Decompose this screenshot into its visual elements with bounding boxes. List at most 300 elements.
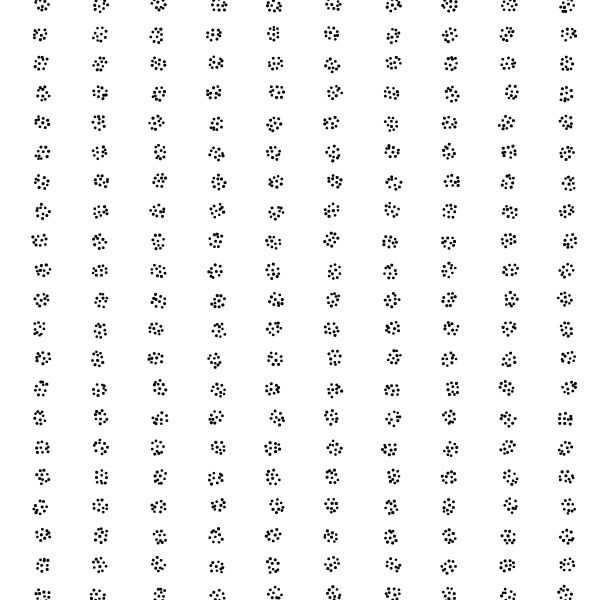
dot (158, 353, 161, 356)
dot (276, 67, 279, 70)
dot (447, 262, 450, 265)
dot (328, 270, 331, 273)
dot (561, 503, 564, 506)
dot (222, 592, 225, 595)
dot (98, 5, 101, 8)
dot (265, 385, 268, 388)
dot (38, 477, 41, 480)
dot (442, 569, 445, 572)
dot (392, 292, 395, 295)
dot (273, 117, 276, 120)
dot (46, 564, 49, 567)
dot-cluster (151, 57, 167, 71)
dot-cluster (559, 204, 574, 218)
dot (388, 421, 391, 424)
dot (387, 295, 390, 298)
dot (337, 295, 340, 298)
dot-cluster (35, 528, 51, 542)
dot (281, 416, 284, 419)
dot (155, 98, 158, 101)
dot (272, 39, 275, 42)
dot (213, 205, 216, 208)
dot (395, 56, 398, 59)
dot (44, 29, 47, 32)
dot-cluster (560, 86, 574, 102)
dot-cluster (442, 27, 458, 43)
dot (102, 392, 105, 395)
dot (274, 442, 277, 445)
dot (331, 126, 334, 129)
dot (570, 0, 573, 2)
dot (389, 202, 392, 205)
dot (270, 85, 273, 88)
dot-cluster (90, 589, 106, 600)
dot (399, 4, 402, 7)
dot (276, 85, 279, 88)
dot (328, 205, 331, 208)
dot (100, 498, 103, 501)
dot (96, 39, 99, 42)
dot-cluster (35, 469, 50, 485)
dot-cluster (211, 174, 226, 191)
dot (327, 322, 330, 325)
dot (572, 564, 575, 567)
dot (499, 386, 502, 389)
dot (391, 151, 394, 154)
dot (46, 294, 49, 297)
dot (217, 236, 220, 239)
dot (36, 95, 39, 98)
dot-cluster (208, 146, 224, 161)
dot (279, 122, 282, 125)
dot (213, 118, 216, 121)
dot (154, 480, 157, 483)
dot (269, 322, 272, 325)
dot (338, 266, 341, 269)
dot (569, 415, 572, 418)
dot (37, 321, 40, 324)
dot (214, 536, 217, 539)
dot (212, 477, 215, 480)
dot-cluster (33, 28, 47, 41)
dot (94, 116, 97, 119)
dot (104, 389, 107, 392)
dot (219, 203, 222, 206)
dot (33, 33, 36, 36)
dot (99, 422, 102, 425)
dot (324, 208, 327, 211)
dot (394, 302, 397, 305)
dot (328, 596, 331, 599)
dot (513, 593, 516, 596)
dot (450, 296, 453, 299)
dot (270, 382, 273, 385)
dot (338, 451, 341, 454)
dot-cluster (211, 383, 226, 398)
dot (444, 126, 447, 129)
dot (566, 60, 569, 63)
dot (384, 209, 387, 212)
dot (389, 57, 392, 60)
dot-cluster (33, 410, 46, 425)
dot (569, 116, 572, 119)
dot (444, 62, 447, 65)
dot (387, 144, 390, 147)
dot (152, 416, 155, 419)
dot (502, 154, 505, 157)
dot-cluster (386, 0, 402, 12)
dot (514, 272, 517, 275)
dot (389, 480, 392, 483)
dot (391, 478, 394, 481)
dot (98, 412, 101, 415)
dot (570, 147, 573, 150)
dot (210, 361, 213, 364)
dot (452, 506, 455, 509)
dot (562, 531, 565, 534)
dot (105, 534, 108, 537)
dot (210, 149, 213, 152)
dot (453, 443, 456, 446)
dot (43, 234, 46, 237)
dot (503, 331, 506, 334)
dot (563, 563, 566, 566)
dot (452, 560, 455, 563)
dot (271, 89, 274, 92)
dot-cluster (559, 0, 575, 13)
dot (560, 588, 563, 591)
dot (207, 357, 210, 360)
dot (500, 594, 503, 597)
dot (445, 418, 448, 421)
dot (106, 180, 109, 183)
dot (562, 453, 565, 456)
dot (156, 530, 159, 533)
dot (506, 127, 509, 130)
dot-cluster (212, 323, 227, 338)
dot (162, 180, 165, 183)
dot (385, 418, 388, 421)
dot (153, 505, 156, 508)
dot (102, 7, 105, 10)
dot (563, 205, 566, 208)
dot (278, 57, 281, 60)
dot (509, 564, 512, 567)
dot (223, 393, 226, 396)
dot (270, 295, 273, 298)
dot (102, 507, 105, 510)
dot-cluster (559, 115, 573, 130)
dot (43, 176, 46, 179)
dot (45, 383, 48, 386)
dot (330, 3, 333, 6)
dot (269, 37, 272, 40)
dot (448, 143, 451, 146)
dot (95, 325, 98, 328)
dot (36, 422, 39, 425)
dot (502, 212, 505, 215)
dot (42, 414, 45, 417)
dot (210, 271, 213, 274)
dot (280, 86, 283, 89)
dot (160, 68, 163, 71)
dot (48, 95, 51, 98)
dot (218, 533, 221, 536)
dot (329, 481, 332, 484)
dot-cluster (500, 588, 516, 600)
dot (562, 124, 565, 127)
dot (328, 117, 331, 120)
dot (331, 300, 334, 303)
dot (334, 116, 337, 119)
dot (272, 327, 275, 330)
dot (274, 146, 277, 149)
dot (276, 474, 279, 477)
dot (451, 569, 454, 572)
dot-cluster (557, 585, 573, 600)
dot (218, 330, 221, 333)
dot (33, 322, 36, 325)
dot-cluster (92, 383, 107, 397)
dot-cluster (93, 498, 109, 513)
dot-cluster (503, 469, 519, 485)
dot (455, 35, 458, 38)
dot (443, 0, 446, 2)
dot (449, 89, 452, 92)
dot-cluster (505, 84, 519, 99)
dot (272, 0, 275, 2)
dot (505, 268, 508, 271)
dot (324, 563, 327, 566)
dot (208, 237, 211, 240)
dot (39, 539, 42, 542)
dot (331, 71, 334, 74)
dot (42, 213, 45, 216)
dot (213, 216, 216, 219)
dot (266, 473, 269, 476)
dot (505, 273, 508, 276)
dot (37, 235, 40, 238)
dot (154, 474, 157, 477)
dot-cluster (35, 263, 52, 277)
dot (336, 558, 339, 561)
dot (212, 0, 215, 2)
dot (48, 535, 51, 538)
dot (448, 414, 451, 417)
dot (102, 65, 105, 68)
dot (273, 236, 276, 239)
dot (272, 568, 275, 571)
dot (568, 213, 571, 216)
dot (266, 560, 269, 563)
dot (567, 176, 570, 179)
dot (504, 539, 507, 542)
dot (46, 155, 49, 158)
dot (509, 207, 512, 210)
dot-cluster (268, 292, 284, 307)
dot (267, 154, 270, 157)
dot (510, 440, 513, 443)
dot (501, 151, 504, 154)
dot (331, 350, 334, 353)
dot (220, 126, 223, 129)
dot (442, 296, 445, 299)
dot (271, 477, 274, 480)
dot (104, 241, 107, 244)
dot (94, 178, 97, 181)
dot (265, 449, 268, 452)
dot (385, 329, 388, 332)
dot (267, 264, 270, 267)
dot (160, 451, 163, 454)
dot (565, 594, 568, 597)
dot (163, 478, 166, 481)
dot (449, 204, 452, 207)
dot (274, 298, 277, 301)
dot (160, 422, 163, 425)
dot (568, 302, 571, 305)
dot (159, 295, 162, 298)
dot (153, 352, 156, 355)
dot (270, 388, 273, 391)
dot (453, 418, 456, 421)
dot (215, 393, 218, 396)
dot (160, 33, 163, 36)
dot (450, 454, 453, 457)
dot (93, 212, 96, 215)
dot (446, 509, 449, 512)
dot (387, 33, 390, 36)
dot (37, 150, 40, 153)
dot (102, 211, 105, 214)
dot-cluster (560, 56, 574, 71)
dot (275, 154, 278, 157)
dot-cluster (266, 557, 280, 574)
dot (454, 181, 457, 184)
dot (277, 62, 280, 65)
dot (214, 96, 217, 99)
dot (211, 561, 214, 564)
dot (329, 564, 332, 567)
dot (442, 479, 445, 482)
dot (452, 38, 455, 41)
dot (93, 363, 96, 366)
dot (154, 128, 157, 131)
dot (564, 355, 567, 358)
dot (507, 146, 510, 149)
dot (393, 500, 396, 503)
dot (385, 592, 388, 595)
dot (398, 588, 401, 591)
dot (44, 146, 47, 149)
dot-cluster (91, 351, 104, 368)
dot (100, 33, 103, 36)
dot (330, 232, 333, 235)
dot (279, 9, 282, 12)
dot (40, 34, 43, 37)
dot (45, 91, 48, 94)
dot (159, 511, 162, 514)
dot (444, 38, 447, 41)
dot (327, 301, 330, 304)
dot-cluster (154, 588, 167, 600)
dot (279, 533, 282, 536)
dot (280, 360, 283, 363)
dot (222, 501, 225, 504)
dot (278, 597, 281, 600)
dot (268, 393, 271, 396)
dot-cluster (441, 470, 457, 484)
dot (47, 3, 50, 6)
dot (447, 321, 450, 324)
dot (509, 177, 512, 180)
dot (156, 185, 159, 188)
dot (154, 150, 157, 153)
dot (212, 177, 215, 180)
dot (498, 124, 501, 127)
dot (334, 354, 337, 357)
dot (330, 86, 333, 89)
dot (218, 325, 221, 328)
dot (564, 301, 567, 304)
dot-cluster (443, 441, 458, 457)
dot (450, 32, 453, 35)
dot (153, 510, 156, 513)
dot (508, 475, 511, 478)
dot (505, 564, 508, 567)
dot-cluster (35, 115, 51, 129)
dot-cluster (440, 560, 456, 575)
dot (450, 174, 453, 177)
dot (277, 301, 280, 304)
dot (504, 322, 507, 325)
dot (164, 272, 167, 275)
dot (212, 591, 215, 594)
dot-cluster (267, 352, 282, 366)
dot (570, 209, 573, 212)
dot (506, 451, 509, 454)
dot (566, 470, 569, 473)
dot (569, 179, 572, 182)
dot (102, 145, 105, 148)
dot (268, 235, 271, 238)
dot-cluster (265, 235, 281, 249)
dot (330, 507, 333, 510)
dot (391, 393, 394, 396)
dot (40, 570, 43, 573)
dot (386, 541, 389, 544)
dot (39, 469, 42, 472)
dot (560, 596, 563, 599)
dot (561, 329, 564, 332)
dot (454, 478, 457, 481)
dot (101, 569, 104, 572)
dot (154, 61, 157, 64)
dot (269, 27, 272, 30)
dot (446, 364, 449, 367)
dot-cluster (94, 323, 107, 339)
dot (217, 85, 220, 88)
dot (104, 36, 107, 39)
dot (328, 275, 331, 278)
dot-cluster (560, 322, 573, 338)
dot (508, 9, 511, 12)
dot (564, 480, 567, 483)
dot (268, 566, 271, 569)
dot (442, 591, 445, 594)
dot (163, 151, 166, 154)
dot (36, 536, 39, 539)
